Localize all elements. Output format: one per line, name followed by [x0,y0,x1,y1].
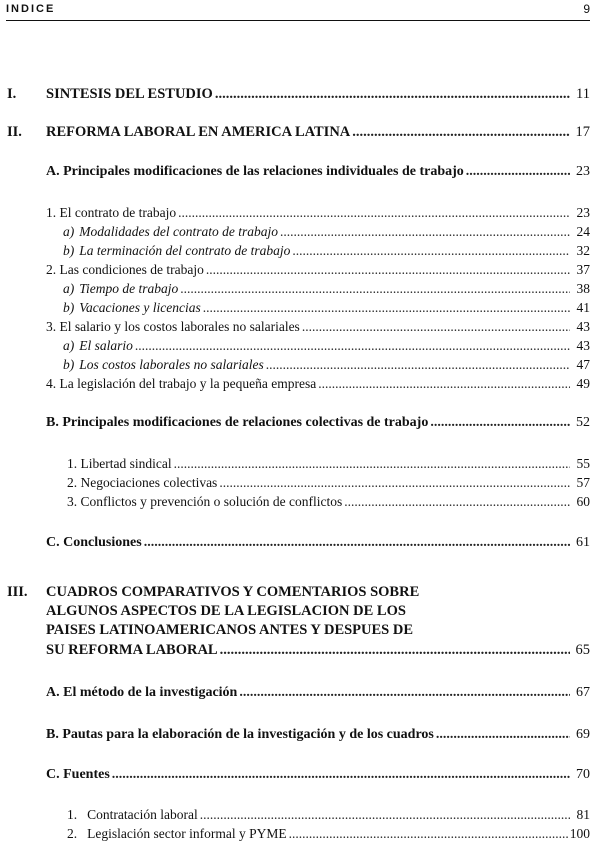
toc-entry-section-b[interactable]: B. Principales modificaciones de relaciones colectivas de trabajo ..... 52 [46,415,590,431]
page-number: 49 [576,376,590,391]
dot-leader [135,338,570,354]
header-page-number: 9 [583,2,590,16]
toc-entry-a-4[interactable]: 4. La legislación del trabajo y la pequeña empresa ..... 49 [46,376,590,392]
page-number: 81 [576,807,590,822]
page-number: 70 [576,767,590,782]
toc-entry-a-3-a[interactable]: a) El salario ..... 43 [63,338,590,354]
toc-entry-b-3[interactable]: 3. Conflictos y prevención o solución de conflictos ..... 60 [67,494,590,510]
dot-leader [178,205,570,221]
dot-leader [112,767,570,783]
toc-entry-3-c-1[interactable]: 1. Contratación laboral ..... 81 [67,807,590,823]
dot-leader [318,376,570,392]
page-number: 55 [576,456,590,471]
dot-leader [466,164,570,180]
page-number: 24 [576,224,590,239]
dot-leader [280,224,570,240]
page-number: 37 [576,262,590,277]
toc-entry-a-2[interactable]: 2. Las condiciones de trabajo ..... 37 [46,262,590,278]
page-number: 47 [576,357,590,372]
toc-entry-a-3[interactable]: 3. El salario y los costos laborales no salariales ..... 43 [46,319,590,335]
dot-leader [203,300,570,316]
toc-entry-chapter-1[interactable]: SINTESIS DEL ESTUDIO ..... 11 [46,86,590,102]
toc-entry-section-c[interactable]: C. Conclusiones ..... 61 [46,535,590,551]
dot-leader [430,415,570,431]
dot-leader [215,86,570,102]
page-number: 100 [569,826,590,841]
toc-entry-b-2[interactable]: 2. Negociaciones colectivas ..... 57 [67,475,590,491]
page-number: 23 [576,205,590,220]
dot-leader [144,535,570,551]
toc-entry-chapter-3[interactable]: SU REFORMA LABORAL ..... 65 [46,642,590,658]
toc-entry-a-2-a[interactable]: a) Tiempo de trabajo ..... 38 [63,281,590,297]
header-title: INDICE [6,3,56,15]
toc-chapter-3-title-line-2: ALGUNOS ASPECTOS DE LA LEGISLACION DE LOS [46,603,406,619]
toc-entry-3-section-c[interactable]: C. Fuentes ..... 70 [46,767,590,783]
page-number: 52 [576,415,590,430]
page-number: 32 [576,243,590,258]
page-number: 43 [576,319,590,334]
page-number: 23 [576,164,590,179]
chapter-number: II. [7,124,22,140]
page-number: 57 [576,475,590,490]
dot-leader [220,642,570,658]
toc-entry-chapter-2[interactable]: REFORMA LABORAL EN AMERICA LATINA ..... 17 [46,124,590,140]
toc-chapter-3-title-line-1: CUADROS COMPARATIVOS Y COMENTARIOS SOBRE [46,584,420,600]
page-number: 41 [576,300,590,315]
toc-entry-3-section-a[interactable]: A. El método de la investigación ..... 67 [46,685,590,701]
chapter-number: III. [7,584,28,600]
toc-entry-a-1-b[interactable]: b) La terminación del contrato de trabajo ..... 32 [63,243,590,259]
dot-leader [289,826,568,842]
toc-entry-3-c-2[interactable]: 2. Legislación sector informal y PYME ..... 100 [67,826,590,842]
page-number: 67 [576,685,590,700]
toc-entry-3-section-b[interactable]: B. Pautas para la elaboración de la investigación y de los cuadros ..... 69 [46,727,590,743]
page-number: 11 [576,86,590,102]
dot-leader [352,124,570,140]
page-number: 65 [575,642,590,658]
page-number: 69 [576,727,590,742]
toc-entry-a-1[interactable]: 1. El contrato de trabajo ..... 23 [46,205,590,221]
toc-entry-a-1-a[interactable]: a) Modalidades del contrato de trabajo ..... 24 [63,224,590,240]
dot-leader [180,281,570,297]
dot-leader [436,727,570,743]
dot-leader [174,456,570,472]
dot-leader [206,262,570,278]
dot-leader [292,243,570,259]
dot-leader [200,807,570,823]
page-number: 17 [575,124,590,140]
chapter-number: I. [7,86,17,102]
toc-chapter-3-title-line-3: PAISES LATINOAMERICANOS ANTES Y DESPUES DE [46,622,414,638]
toc-entry-section-a[interactable]: A. Principales modificaciones de las relaciones individuales de trabajo ..... 23 [46,164,590,180]
toc-entry-a-3-b[interactable]: b) Los costos laborales no salariales ..... 47 [63,357,590,373]
dot-leader [219,475,570,491]
page-number: 43 [576,338,590,353]
dot-leader [266,357,570,373]
dot-leader [302,319,570,335]
page-number: 38 [576,281,590,296]
toc-entry-a-2-b[interactable]: b) Vacaciones y licencias ..... 41 [63,300,590,316]
toc-entry-b-1[interactable]: 1. Libertad sindical ..... 55 [67,456,590,472]
page-number: 61 [576,535,590,550]
dot-leader [344,494,570,510]
dot-leader [239,685,570,701]
page-number: 60 [576,494,590,509]
